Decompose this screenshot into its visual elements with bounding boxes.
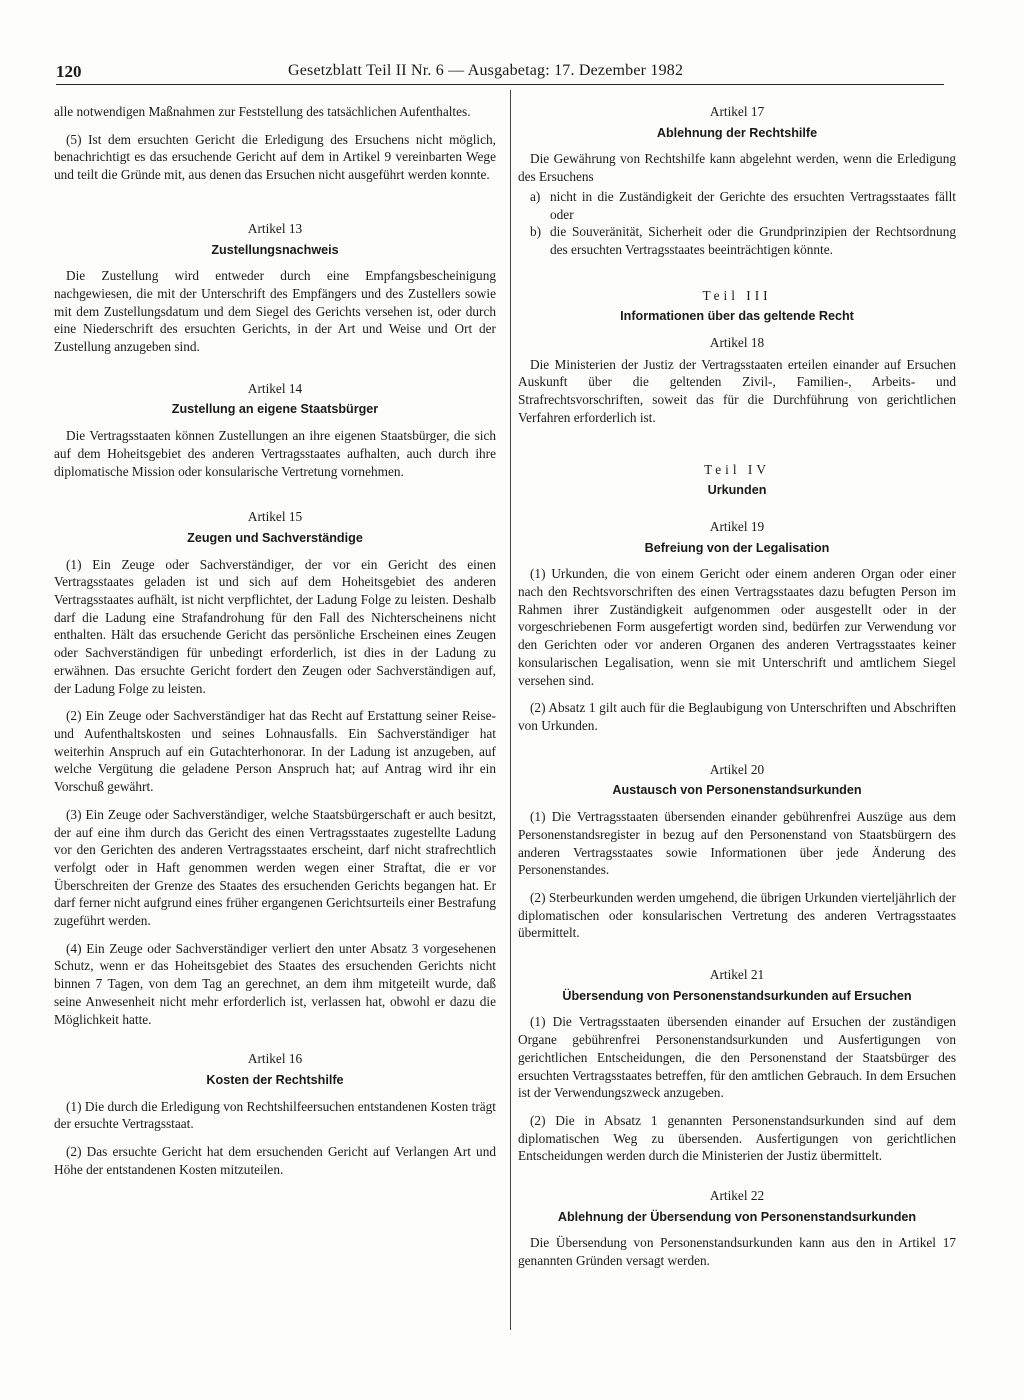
article-title: Zustellung an eigene Staatsbürger (171, 402, 379, 417)
paragraph: Die Vertragsstaaten können Zustellungen an ihre eigenen Staatsbürger, die sich auf dem Hoheitsgebiet des anderen Vertragsstaates aufhalten, auch durch ihre diplomatische Mission oder konsularische Vertretung vornehmen. (54, 428, 496, 479)
article-number: Artikel 13 (247, 220, 303, 236)
paragraph: Die Ministerien der Justiz der Vertragsstaaten erteilen einander auf Ersuchen Auskunft über die geltenden Zivil-, Familien-, Arbeits- und Strafrechtsvorschriften, soweit das für die Durchführung von gerichtlichen Verfahren erforderlich ist. (518, 356, 956, 425)
list-item-text: nicht in die Zuständigkeit der Gerichte des ersuchten Vertragsstaates fällt oder (550, 188, 956, 222)
article-title: Befreiung von der Legalisation (644, 540, 830, 555)
article-title: Ablehnung der Rechtshilfe (656, 125, 818, 140)
list-marker: b) (530, 224, 542, 240)
paragraph: (2) Das ersuchte Gericht hat dem ersuchenden Gericht auf Verlangen Art und Höhe der entstandenen Kosten mitzuteilen. (54, 1144, 496, 1177)
paragraph: (2) Absatz 1 gilt auch für die Beglaubigung von Unterschriften und Abschriften von Urkunden. (518, 700, 956, 733)
article-number: Artikel 15 (247, 509, 303, 525)
article-title: Kosten der Rechtshilfe (206, 1072, 344, 1087)
article-title: Zeugen und Sachverständige (187, 530, 363, 545)
paragraph: Die Zustellung wird entweder durch eine Empfangsbescheinigung nachgewiesen, die mit der Unterschrift des Empfängers und des Zustellers sowie mit dem Zustellungsdatum und dem Siegel des Gerichts versehen ist, oder durch eine Niederschrift des ersuchten Gerichts, in der Art und Weise und Ort der Zustellung anzugeben sind. (54, 268, 496, 355)
part-number: Teil III (702, 287, 772, 303)
part-title: Informationen über das geltende Recht (620, 309, 854, 324)
article-number: Artikel 16 (247, 1051, 303, 1067)
running-title: Gesetzblatt Teil II Nr. 6 — Ausgabetag: 17. Dezember 1982 (288, 62, 684, 79)
left-column (54, 103, 496, 1188)
paragraph: Die Gewährung von Rechtshilfe kann abgelehnt werden, wenn die Erledigung des Ersuchens (518, 151, 956, 185)
article-title: Ablehnung der Übersendung von Personenstandsurkunden (557, 1209, 917, 1224)
article-number: Artikel 21 (709, 967, 765, 983)
paragraph: (3) Ein Zeuge oder Sachverständiger, welche Staatsbürgerschaft er auch besitzt, der auf eine ihm durch das Gericht des einen Vertragsstaates zugestellte Ladung vor den Gerichten des anderen Vertragsstaates erscheint, darf nicht strafrechtlich verfolgt oder in Haft genommen werden wegen einer Straftat, die er vor Überschreiten der Grenze des Staates des ersuchenden Gerichts begangen hat. Er darf ferner nicht aufgrund eines früher ergangenen Gerichtsurteils einer Bestrafung zugeführt werden. (54, 806, 496, 929)
list-item-text: die Souveränität, Sicherheit oder die Grundprinzipien der Rechtsordnung des ersuchten Vertragsstaates beeinträchtigen könnte. (550, 224, 956, 257)
article-title: Austausch von Personenstandsurkunden (612, 783, 862, 798)
paragraph: Die Übersendung von Personenstandsurkunden kann aus den in Artikel 17 genannten Gründen versagt werden. (518, 1235, 956, 1269)
part-title: Urkunden (707, 483, 767, 498)
list-marker: a) (530, 188, 541, 204)
paragraph: (2) Ein Zeuge oder Sachverständiger hat das Recht auf Erstattung seiner Reise- und Aufenthaltskosten und seines Lohnausfalls. Ein Sachverständiger hat weiterhin Anspruch auf ein Gutachterhonorar. In der Ladung ist anzugeben, auf welche Vergütung die geladene Person Anspruch hat; auf Antrag wird ihr ein Vorschuß gewährt. (54, 708, 496, 795)
enumeration-list (518, 188, 956, 259)
right-column (518, 103, 956, 1280)
article-number: Artikel 14 (247, 380, 303, 396)
list-item (518, 188, 956, 223)
paragraph: (2) Sterbeurkunden werden umgehend, die übrigen Urkunden vierteljährlich der diplomatischen oder konsularischen Vertretung des anderen Vertragsstaates übermittelt. (518, 889, 956, 941)
paragraph: (1) Ein Zeuge oder Sachverständiger, der vor ein Gericht des einen Vertragsstaates geladen ist und sich auf dem Hoheitsgebiet des anderen Vertragsstaates aufhält, ist nicht verpflichtet, der Ladung Folge zu leisten. Deshalb darf die Ladung eine Strafandrohung für den Fall des Nichterscheinens nicht enthalten. Hält das ersuchende Gericht das persönliche Erscheinen eines Zeugen oder Sachverständigen für unbedingt erforderlich, ist dies in der Ladung zu erwähnen. Das ersuchte Gericht fordert den Zeugen oder Sachverständigen auf, der Ladung Folge zu leisten. (54, 556, 496, 696)
paragraph: (1) Die Vertragsstaaten übersenden einander gebührenfrei Auszüge aus dem Personenstandsregister in bezug auf den Personenstand von Staatsbürgern des anderen Vertragsstaates sowie Informationen über jede Änderung des Personenstandes. (518, 809, 956, 878)
list-item (518, 223, 956, 258)
paragraph: alle notwendigen Maßnahmen zur Feststellung des tatsächlichen Aufenthaltes. (54, 104, 471, 119)
paragraph: (2) Die in Absatz 1 genannten Personenstandsurkunden sind auf dem diplomatischen Weg zu übersenden. Ausfertigungen von gerichtlichen Entscheidungen werden durch die Ministerien der Justiz übermittelt. (518, 1112, 956, 1164)
paragraph: (1) Die durch die Erledigung von Rechtshilfeersuchen entstandenen Kosten trägt der ersuchte Vertragsstaat. (54, 1098, 496, 1132)
page-header (56, 62, 944, 85)
paragraph: (4) Ein Zeuge oder Sachverständiger verliert den unter Absatz 3 vorgesehenen Schutz, wenn er das Hoheitsgebiet des Staates des ersuchenden Gerichts nicht binnen 7 Tagen, von dem Tag an gerechnet, an dem ihm mitgeteilt wurde, daß seine Anwesenheit nicht mehr erforderlich ist, verlassen hat, obwohl er dazu die Möglichkeit hatte. (54, 940, 496, 1027)
article-number: Artikel 19 (709, 518, 765, 534)
article-number: Artikel 22 (709, 1188, 765, 1204)
page-number: 120 (56, 62, 82, 81)
article-number: Artikel 20 (709, 761, 765, 777)
paragraph: (5) Ist dem ersuchten Gericht die Erledigung des Ersuchens nicht möglich, benachrichtigt es das ersuchende Gericht auf dem in Artikel 9 vereinbarten Wege und teilt die Gründe mit, aus denen das Ersuchen nicht ausgeführt werden konnte. (54, 131, 496, 183)
part-number: Teil IV (704, 461, 770, 477)
paragraph: (1) Urkunden, die von einem Gericht oder einem anderen Organ oder einer nach den Rechtsvorschriften des einen Vertragsstaates dazu befugten Person im Rahmen ihrer Zuständigkeit aufgenommen oder ausgestellt oder in der vorgeschriebenen Form ausgefertigt worden sind, bedürfen zur Verwendung vor den Gerichten oder vor anderen Organen des anderen Vertragsstaates keiner konsularischen Legalisation, wenn sie mit Unterschrift und amtlichem Siegel versehen sind. (518, 566, 956, 688)
article-number: Artikel 18 (709, 335, 765, 351)
article-title: Übersendung von Personenstandsurkunden auf Ersuchen (562, 988, 912, 1003)
article-number: Artikel 17 (709, 104, 765, 119)
paragraph: (1) Die Vertragsstaaten übersenden einander auf Ersuchen der zuständigen Organe gebührenfrei Personenstandsurkunden und Ausfertigungen von gerichtlichen Entscheidungen, die den Personenstand der Staatsbürger des ersuchten Vertragsstaates betreffen, für den amtlichen Gebrauch. In dem Ersuchen ist der Verwendungszweck anzugeben. (518, 1014, 956, 1101)
column-divider (510, 90, 511, 1330)
article-title: Zustellungsnachweis (211, 242, 339, 257)
